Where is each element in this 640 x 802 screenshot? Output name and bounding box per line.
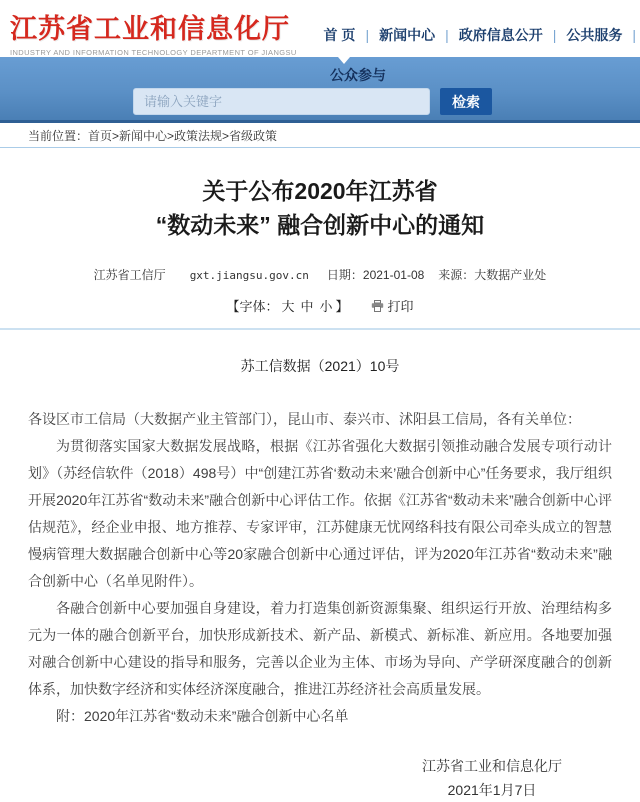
logo-subtitle: INDUSTRY AND INFORMATION TECHNOLOGY DEPARTMENT OF JIANGSU bbox=[10, 48, 297, 57]
page-title bbox=[28, 174, 612, 242]
breadcrumb bbox=[0, 123, 640, 148]
font-size-small-button[interactable]: 小 bbox=[319, 299, 333, 314]
nav-separator: | bbox=[445, 27, 449, 43]
meta-date: 日期：2021-01-08 bbox=[326, 268, 425, 282]
nav-separator: | bbox=[552, 27, 557, 43]
nav-item-public-service[interactable]: 公共服务 bbox=[566, 27, 623, 43]
paragraph-attachment: 附：2020年江苏省“数动未来”融合创新中心名单 bbox=[56, 708, 349, 724]
search-input[interactable] bbox=[133, 88, 430, 115]
article-meta bbox=[28, 266, 612, 283]
meta-source-dept: 江苏省工信厅 bbox=[93, 268, 166, 282]
search-button[interactable]: 检索 bbox=[440, 88, 492, 115]
print-label: 打印 bbox=[387, 299, 414, 314]
meta-origin: 来源：大数据产业处 bbox=[438, 268, 547, 282]
signature-date: 2021年1月7日 bbox=[447, 782, 537, 798]
paragraph-1: 为贯彻落实国家大数据发展战略，根据《江苏省强化大数据引领推动融合发展专项行动计划》（苏经信软件（2018）498号）中“创建江苏省‘数动未来’融合创新中心”任务要求，我厅组织开展2020年江苏省“数动未来”融合创新中心评估工作。依据《江苏省“数动未来”融合创新中心评估规范》，经企业申报、地方推荐、专家评审，江苏健康无忧网络科技有限公司牵头成立的智慧慢病管理大数据融合创新中心等20家融合创新中心通过评估，评为2020年江苏省“数动未来”融合创新中心（名单见附件）。 bbox=[28, 438, 612, 589]
site-header bbox=[0, 0, 640, 57]
signature-department: 江苏省工业和信息化厅 bbox=[422, 758, 562, 774]
print-button[interactable] bbox=[371, 299, 414, 314]
section-label-public-participation[interactable]: 公众参与 bbox=[330, 67, 386, 83]
section-divider bbox=[0, 328, 640, 330]
font-controls-suffix: 】 bbox=[335, 299, 349, 314]
title-line-2: “数动未来” 融合创新中心的通知 bbox=[155, 212, 485, 238]
nav-separator: | bbox=[365, 27, 370, 43]
nav-item-news[interactable]: 新闻中心 bbox=[379, 27, 436, 43]
font-size-large-button[interactable]: 大 bbox=[281, 299, 295, 314]
article bbox=[0, 174, 640, 802]
font-size-controls bbox=[28, 296, 612, 315]
font-size-medium-button[interactable]: 中 bbox=[300, 299, 314, 314]
title-line-1: 关于公布2020年江苏省 bbox=[202, 178, 438, 204]
paragraph-2: 各融合创新中心要加强自身建设，着力打造集创新资源集聚、组织运行开放、治理结构多元为一体的融合创新平台，加快形成新技术、新产品、新模式、新标准、新应用。各地要加强对融合创新中心建设的指导和服务，完善以企业为主体、市场为导向、产学研深度融合的创新体系，加快数字经济和实体经济深度融合，推进江苏经济社会高质量发展。 bbox=[28, 600, 612, 697]
printer-icon bbox=[371, 300, 384, 312]
search-banner bbox=[0, 57, 640, 123]
paragraph-salutation: 各设区市工信局（大数据产业主管部门），昆山市、泰兴市、沭阳县工信局，各有关单位： bbox=[28, 411, 581, 427]
site-logo[interactable] bbox=[10, 7, 297, 57]
meta-site-url: gxt.jiangsu.gov.cn bbox=[189, 269, 309, 282]
main-nav bbox=[314, 25, 636, 45]
nav-item-gov-info[interactable]: 政府信息公开 bbox=[458, 27, 543, 43]
logo-title: 江苏省工业和信息化厅 bbox=[10, 14, 290, 44]
breadcrumb-label: 当前位置： bbox=[28, 128, 89, 143]
font-controls-prefix: 【字体： bbox=[226, 299, 279, 314]
nav-separator: | bbox=[632, 27, 636, 43]
signature-block bbox=[28, 754, 562, 802]
nav-active-pointer-icon bbox=[338, 57, 350, 64]
document-number: 苏工信数据（2021）10号 bbox=[240, 358, 400, 374]
nav-item-home[interactable]: 首 页 bbox=[323, 27, 356, 43]
breadcrumb-path[interactable]: 首页>新闻中心>政策法规>省级政策 bbox=[88, 128, 278, 143]
article-body bbox=[28, 406, 612, 730]
